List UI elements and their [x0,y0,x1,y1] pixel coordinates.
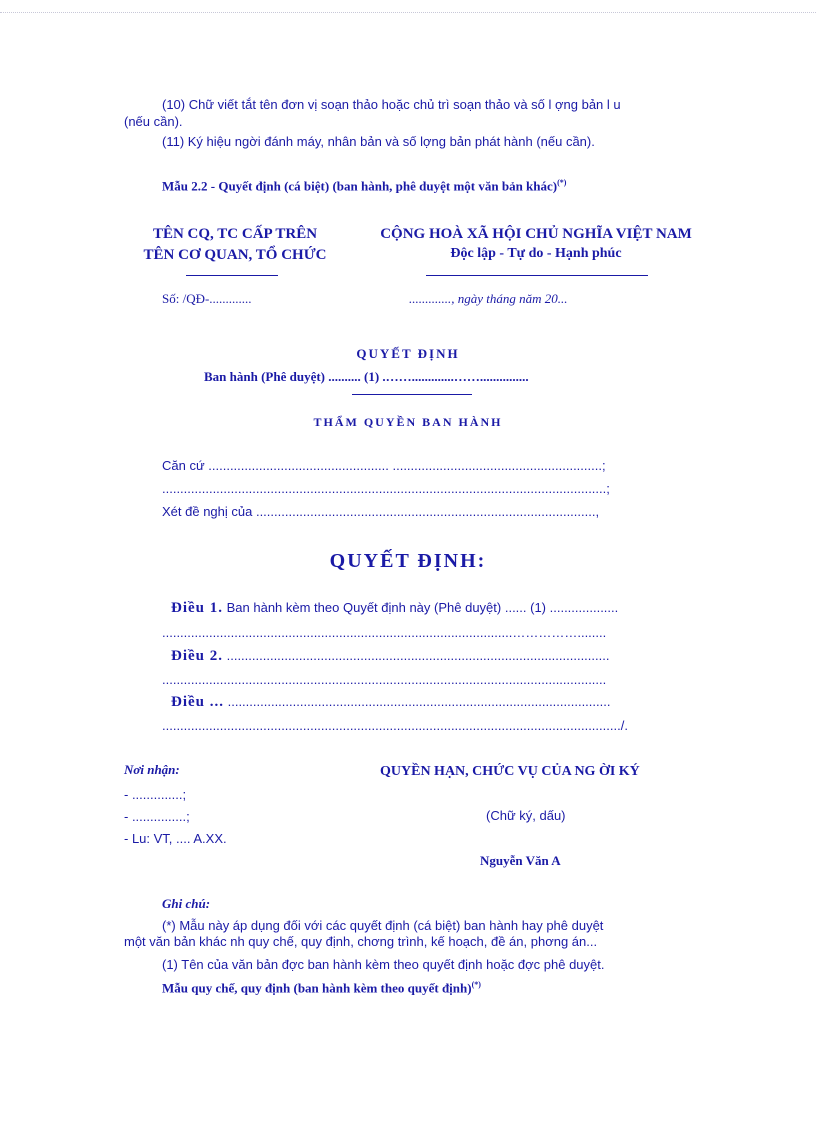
article-2 [171,648,609,665]
recipient-item-2: - ...............; [124,809,190,824]
basis-proposal: Xét đề nghị của .............................................................................................., [162,504,600,519]
next-form-title: Mẫu quy chế, quy định (ban hành kèm theo quyết định)(*) [162,980,481,996]
page-bottom-divider [0,12,816,13]
article-1-cont: .................................................................................................……………........ [162,625,607,640]
article-1 [171,600,618,617]
article-1-text: Ban hành kèm theo Quyết định này (Phê duyệt) ...... (1) ................... [223,600,619,615]
signature-note: (Chữ ký, dấu) [486,808,566,823]
article-n-label: Điều ... [171,694,224,710]
article-1-label: Điều 1. [171,600,223,616]
decision-subtitle: Ban hành (Phê duyệt) .......... (1) .…….............……............... [204,369,529,384]
basis-line-2: ...........................................................................................................................; [162,481,610,496]
next-form-sup: (*) [471,980,481,989]
form-title: Mẫu 2.2 - Quyết định (cá biệt) (ban hành, phê duyệt một văn bản khác)(*) [162,178,567,194]
basis-line-1: Căn cứ .................................................. ..........................................................; [162,458,606,473]
note-11: (11) Ký hiệu ngời đánh máy, nhân bản và số lợng bản phát hành (nếu cần). [162,134,595,149]
decision-title: QUYẾT ĐỊNH [356,346,460,361]
footnotes-title: Ghi chú: [162,896,211,911]
document-number: Số: /QĐ-............. [162,291,252,306]
motto-underline [426,275,648,276]
recipient-item-1: - ..............; [124,787,187,802]
signer-position: QUYỀN HẠN, CHỨC VỤ CỦA NG ỜI KÝ [380,764,640,779]
footnote-1: (1) Tên của văn bản đợc ban hành kèm theo quyết định hoặc đợc phê duyệt. [162,957,605,972]
footnote-star-line1: (*) Mẫu này áp dụng đối với các quyết định (cá biệt) ban hành hay phê duyệt [162,918,604,933]
article-n-cont: .............................................................................................................................../. [162,718,628,733]
form-title-sup: (*) [557,178,567,187]
note-10-line1: (10) Chữ viết tắt tên đơn vị soạn thảo hoặc chủ trì soạn thảo và số l ợng bản l u [162,97,621,112]
note-10-line2: (nếu cần). [124,114,183,129]
agency-parent: TÊN CQ, TC CẤP TRÊN [152,226,318,242]
authority-heading: THẨM QUYỀN BAN HÀNH [313,415,503,429]
document-date: ............., ngày tháng năm 20... [409,291,568,306]
recipients-title: Nơi nhận: [124,762,180,777]
signer-name: Nguyễn Văn A [480,853,561,868]
agency-name: TÊN CƠ QUAN, TỔ CHỨC [143,247,327,263]
decides-heading: QUYẾT ĐỊNH: [329,550,487,572]
article-n-text: .......................................................................................................... [224,694,611,709]
agency-underline [186,275,278,276]
article-2-text: .......................................................................................................... [223,648,610,663]
article-2-cont: ........................................................................................................................... [162,672,607,687]
nation-motto: Độc lập - Tự do - Hạnh phúc [450,246,622,261]
article-n [171,694,610,711]
recipient-item-3: - Lu: VT, .... A.XX. [124,831,227,846]
footnote-star-line2: một văn bản khác nh quy chế, quy định, chơng trình, kế hoạch, đề án, phơng án... [124,934,598,949]
subtitle-underline [352,394,472,395]
nation-title: CỘNG HOÀ XÃ HỘI CHỦ NGHĨA VIỆT NAM [380,226,692,242]
article-2-label: Điều 2. [171,648,223,664]
